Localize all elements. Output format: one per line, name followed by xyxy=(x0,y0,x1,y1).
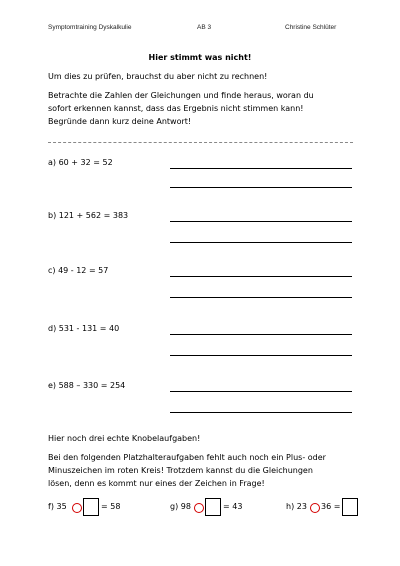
knobel-line-1: Bei den folgenden Platzhalteraufgaben fehlt auch noch ein Plus- oder xyxy=(48,453,326,462)
answer-line[interactable] xyxy=(170,168,352,169)
answer-line[interactable] xyxy=(170,276,352,277)
equation-c: c) 49 - 12 = 57 xyxy=(48,266,109,275)
worksheet-title: Hier stimmt was nicht! xyxy=(148,53,252,62)
knobel-line-3: lösen, denn es kommt nur eines der Zeichen in Frage! xyxy=(48,479,265,488)
puzzle-f-suffix: = 58 xyxy=(101,502,121,511)
answer-line[interactable] xyxy=(170,355,352,356)
instruction-line-2: sofort erkennen kannst, dass das Ergebnis nicht stimmen kann! xyxy=(48,104,304,113)
header-right: Christine Schlüter xyxy=(285,24,337,31)
red-circle-operator[interactable] xyxy=(72,503,82,513)
answer-line[interactable] xyxy=(170,221,352,222)
instruction-line-3: Begründe dann kurz deine Antwort! xyxy=(48,117,192,126)
answer-line[interactable] xyxy=(170,297,352,298)
puzzle-g-prefix: g) 98 xyxy=(170,502,191,511)
puzzle-f-prefix: f) 35 xyxy=(48,502,67,511)
header-center: AB 3 xyxy=(197,24,212,31)
placeholder-box[interactable] xyxy=(83,498,99,516)
placeholder-box[interactable] xyxy=(342,498,358,516)
equation-e: e) 588 – 330 = 254 xyxy=(48,381,126,390)
equation-b: b) 121 + 562 = 383 xyxy=(48,211,129,220)
intro-text: Um dies zu prüfen, brauchst du aber nicht zu rechnen! xyxy=(48,72,268,81)
answer-line[interactable] xyxy=(170,242,352,243)
puzzle-h-middle: 36 = xyxy=(321,502,341,511)
header-left: Symptomtraining Dyskalkulie xyxy=(48,24,132,31)
instruction-line-1: Betrachte die Zahlen der Gleichungen und finde heraus, woran du xyxy=(48,91,314,100)
puzzle-h-prefix: h) 23 xyxy=(286,502,307,511)
red-circle-operator[interactable] xyxy=(194,503,204,513)
equation-a: a) 60 + 32 = 52 xyxy=(48,158,113,167)
knobel-title: Hier noch drei echte Knobelaufgaben! xyxy=(48,434,201,443)
equation-d: d) 531 - 131 = 40 xyxy=(48,324,120,333)
answer-line[interactable] xyxy=(170,187,352,188)
answer-line[interactable] xyxy=(170,391,352,392)
puzzle-g-suffix: = 43 xyxy=(223,502,243,511)
dashed-divider xyxy=(48,142,353,143)
red-circle-operator[interactable] xyxy=(310,503,320,513)
placeholder-box[interactable] xyxy=(205,498,221,516)
answer-line[interactable] xyxy=(170,334,352,335)
answer-line[interactable] xyxy=(170,412,352,413)
knobel-line-2: Minuszeichen im roten Kreis! Trotzdem kannst du die Gleichungen xyxy=(48,466,313,475)
